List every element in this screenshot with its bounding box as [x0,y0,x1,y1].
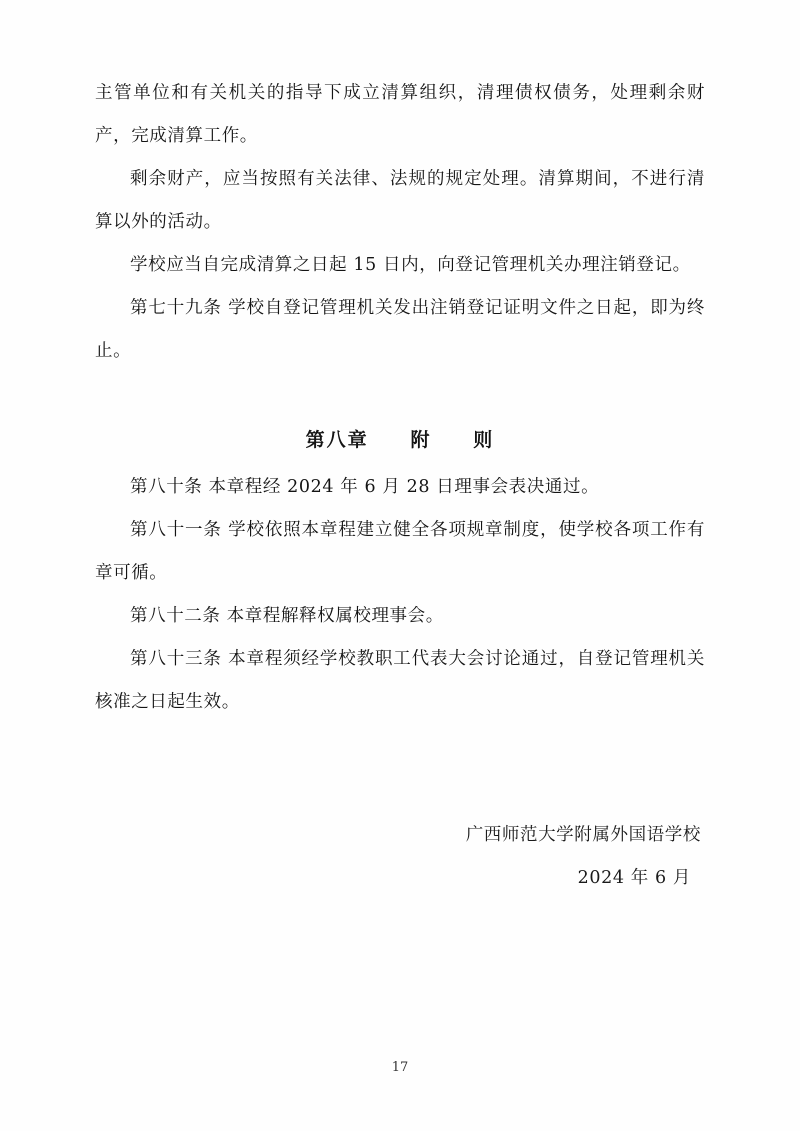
heading-spacer [95,373,705,419]
paragraph-article-81: 第八十一条 学校依照本章程建立健全各项规章制度，使学校各项工作有章可循。 [95,520,705,583]
paragraph-article-80: 第八十条 本章程经 2024 年 6 月 28 日理事会表决通过。 [130,477,600,497]
chapter-title-char-2: 则 [473,429,495,451]
paragraph-liquidation-org: 主管单位和有关机关的指导下成立清算组织，清理债权债务，处理剩余财产，完成清算工作。 [95,83,705,146]
paragraph-residual-property: 剩余财产，应当按照有关法律、法规的规定处理。清算期间，不进行清算以外的活动。 [95,169,705,232]
page-number: 17 [391,1060,409,1075]
signature-date: 2024 年 6 月 [577,868,691,888]
paragraph-article-79: 第七十九条 学校自登记管理机关发出注销登记证明文件之日起，即为终止。 [95,298,705,361]
paragraph-article-83: 第八十三条 本章程须经学校教职工代表大会讨论通过，自登记管理机关核准之日起生效。 [95,649,705,712]
paragraph-article-82: 第八十二条 本章程解释权属校理事会。 [130,606,444,626]
signature-block [95,814,705,900]
signature-organization: 广西师范大学附属外国语学校 [465,825,701,845]
paragraph-deregistration: 学校应当自完成清算之日起 15 日内，向登记管理机关办理注销登记。 [130,255,691,275]
chapter-number: 第八章 [305,429,369,451]
chapter-title-char-1: 附 [410,429,432,451]
chapter-heading [95,419,705,462]
document-body [95,72,705,724]
